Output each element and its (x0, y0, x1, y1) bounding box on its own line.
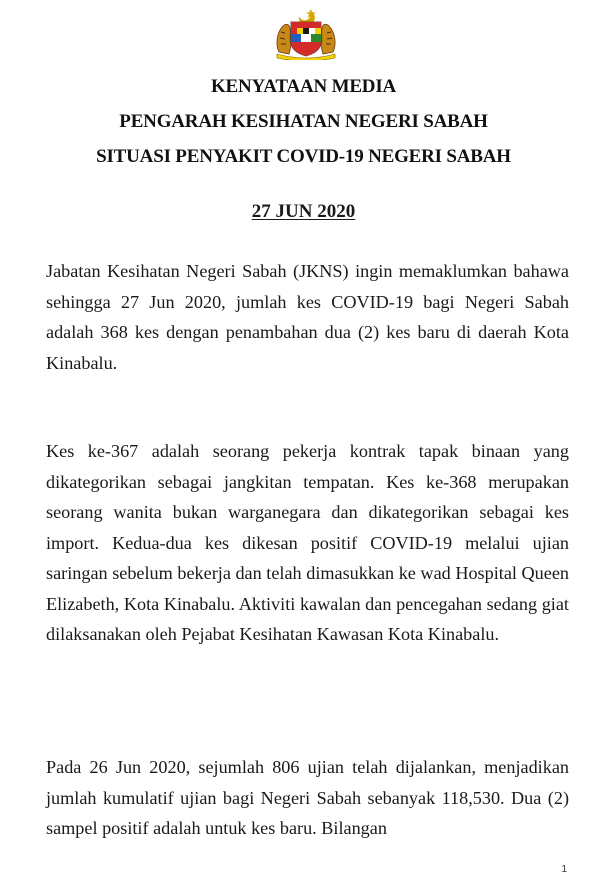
paragraph: Jabatan Kesihatan Negeri Sabah (JKNS) ingin memaklumkan bahawa sehingga 27 Jun 2020, jumlah kes COVID-19 bagi Negeri Sabah adalah 368 kes dengan penambahan dua (2) kes baru di daerah Kota Kinabalu. (46, 261, 569, 373)
header-subtitle: PENGARAH KESIHATAN NEGERI SABAH (119, 111, 488, 132)
header-title: KENYATAAN MEDIA (210, 76, 397, 97)
header-topic: SITUASI PENYAKIT COVID-19 NEGERI SABAH (96, 146, 511, 167)
malaysia-coat-of-arms-icon (271, 6, 341, 60)
paragraph: Kes ke-367 adalah seorang pekerja kontrak tapak binaan yang dikategorikan sebagai jangkitan tempatan. Kes ke-368 merupakan seorang wanita bukan warganegara dan dikategorikan sebagai kes import. Kedua-dua kes dikesan positif COVID-19 melalui ujian saringan sebelum bekerja dan telah dimasukkan ke wad Hospital Queen Elizabeth, Kota Kinabalu. Aktiviti kawalan dan pencegahan sedang giat dilaksanakan oleh Pejabat Kesihatan Kawasan Kota Kinabalu. (46, 441, 569, 644)
document-date (0, 201, 607, 223)
paragraph: Pada 26 Jun 2020, sejumlah 806 ujian telah dijalankan, menjadikan jumlah kumulatif ujian bagi Negeri Sabah sebanyak 118,530. Dua (2) sampel positif adalah untuk kes baru. Bilangan (46, 757, 569, 838)
document-date-text: 27 JUN 2020 (251, 201, 356, 222)
page-number: 1 (561, 864, 567, 875)
